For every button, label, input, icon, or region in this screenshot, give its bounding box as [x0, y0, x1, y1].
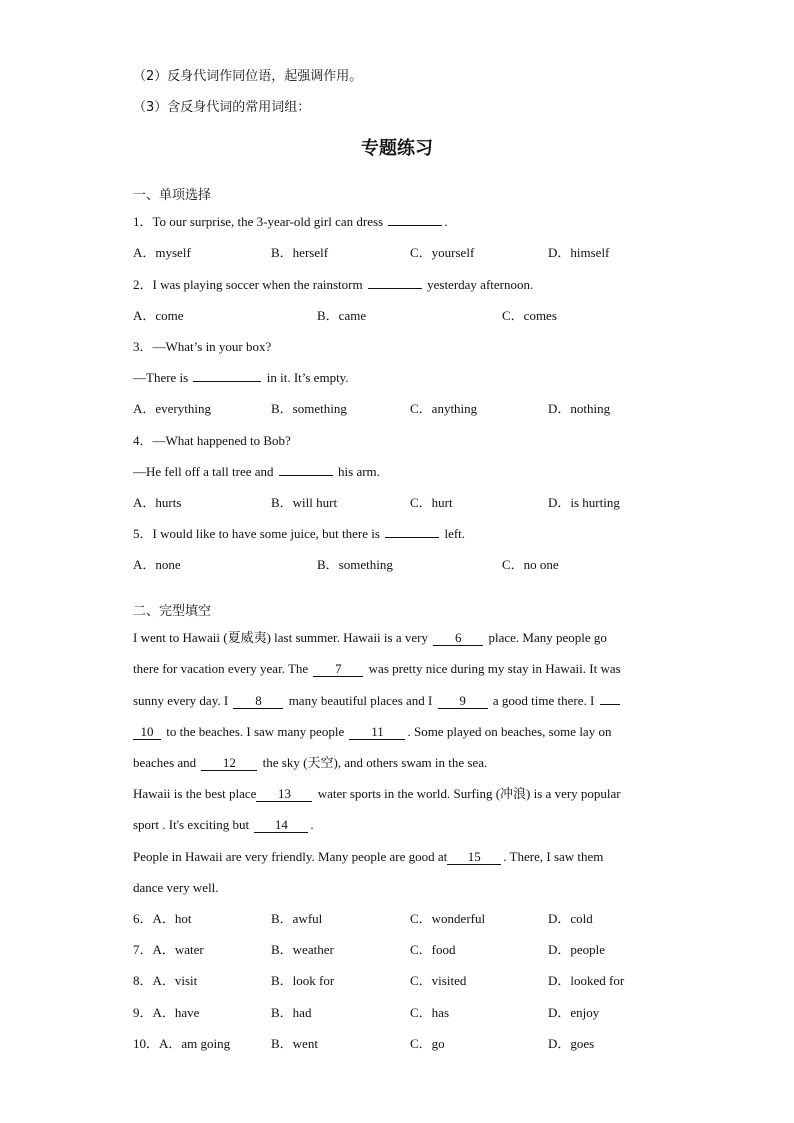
option-c: C．anything: [410, 401, 478, 416]
blank-13: 13: [256, 786, 312, 802]
blank-14: 14: [254, 817, 308, 833]
option-d: D．goes: [548, 1036, 595, 1051]
option-b: B．something: [317, 557, 393, 572]
passage-line: beaches and 12 the sky (天空), and others swam in the sea.: [133, 755, 488, 770]
option-a: A．come: [133, 308, 184, 323]
blank-11: 11: [349, 724, 405, 740]
option-a: 9．A．have: [133, 1005, 200, 1020]
blank-15: 15: [447, 849, 501, 865]
option-c: C．wonderful: [410, 911, 486, 926]
passage-line: People in Hawaii are very friendly. Many people are good at 15 . There, I saw them: [133, 849, 604, 864]
option-b: B．had: [271, 1005, 312, 1020]
passage-line: Hawaii is the best place 13 water sports in the world. Surfing (冲浪) is a very popular: [133, 786, 621, 801]
option-c: C．no one: [502, 557, 559, 572]
answer-blank: [368, 288, 422, 289]
option-d: D．himself: [548, 245, 610, 260]
option-c: C．comes: [502, 308, 557, 323]
option-c: C．hurt: [410, 495, 453, 510]
option-b: B．came: [317, 308, 367, 323]
answer-blank: [193, 381, 261, 382]
passage-line: sunny every day. I 8 many beautiful places and I 9 a good time there. I: [133, 692, 622, 710]
blank-8: 8: [233, 693, 283, 709]
option-b: B．will hurt: [271, 495, 338, 510]
option-a: 8．A．visit: [133, 973, 198, 988]
option-a: 7．A．water: [133, 942, 204, 957]
passage-line: there for vacation every year. The 7 was pretty nice during my stay in Hawaii. It was: [133, 661, 621, 676]
question-3: 3．—What’s in your box?: [133, 339, 272, 354]
question-5: 5．I would like to have some juice, but there is left.: [133, 526, 466, 541]
option-d: D．is hurting: [548, 495, 620, 510]
option-d: D．looked for: [548, 973, 625, 988]
option-d: D．cold: [548, 911, 593, 926]
passage-line: dance very well.: [133, 880, 219, 895]
intro-item-2: （2）反身代词作同位语，起强调作用。: [133, 69, 363, 84]
option-b: B．herself: [271, 245, 329, 260]
option-a: A．myself: [133, 245, 191, 260]
option-a: 10．A．am going: [133, 1036, 231, 1051]
question-2: 2．I was playing soccer when the rainstorm yesterday afternoon.: [133, 277, 534, 292]
option-b: B．look for: [271, 973, 335, 988]
section-heading-single-choice: 一、单项选择: [133, 188, 212, 203]
answer-blank: [279, 475, 333, 476]
option-a: A．hurts: [133, 495, 182, 510]
option-c: C．yourself: [410, 245, 475, 260]
option-a: 6．A．hot: [133, 911, 192, 926]
option-a: A．everything: [133, 401, 211, 416]
passage-line: I went to Hawaii (夏威夷) last summer. Hawaii is a very 6 place. Many people go: [133, 630, 607, 645]
question-1: 1．To our surprise, the 3-year-old girl can dress .: [133, 214, 448, 229]
blank-9: 9: [438, 693, 488, 709]
option-c: C．go: [410, 1036, 445, 1051]
option-b: B．went: [271, 1036, 318, 1051]
blank-10: 10: [133, 724, 161, 740]
intro-item-3: （3）含反身代词的常用词组：: [133, 100, 311, 115]
option-b: B．awful: [271, 911, 323, 926]
blank-12: 12: [201, 755, 257, 771]
option-b: B．something: [271, 401, 347, 416]
question-4: 4．—What happened to Bob?: [133, 433, 291, 448]
blank-10-start: [600, 704, 620, 705]
answer-blank: [388, 225, 442, 226]
question-4-response: —He fell off a tall tree and his arm.: [133, 464, 380, 479]
blank-7: 7: [313, 661, 363, 677]
option-a: A．none: [133, 557, 181, 572]
passage-line: 10 to the beaches. I saw many people 11 . Some played on beaches, some lay on: [133, 723, 611, 741]
page-title: 专题练习: [361, 138, 433, 159]
blank-6: 6: [433, 630, 483, 646]
option-b: B．weather: [271, 942, 334, 957]
option-c: C．food: [410, 942, 456, 957]
option-c: C．has: [410, 1005, 450, 1020]
option-d: D．enjoy: [548, 1005, 600, 1020]
section-heading-cloze: 二、完型填空: [133, 604, 212, 619]
option-d: D．nothing: [548, 401, 611, 416]
answer-blank: [385, 537, 439, 538]
option-d: D．people: [548, 942, 606, 957]
question-3-response: —There is in it. It’s empty.: [133, 370, 349, 385]
passage-line: sport . It's exciting but 14 .: [133, 817, 314, 832]
option-c: C．visited: [410, 973, 467, 988]
